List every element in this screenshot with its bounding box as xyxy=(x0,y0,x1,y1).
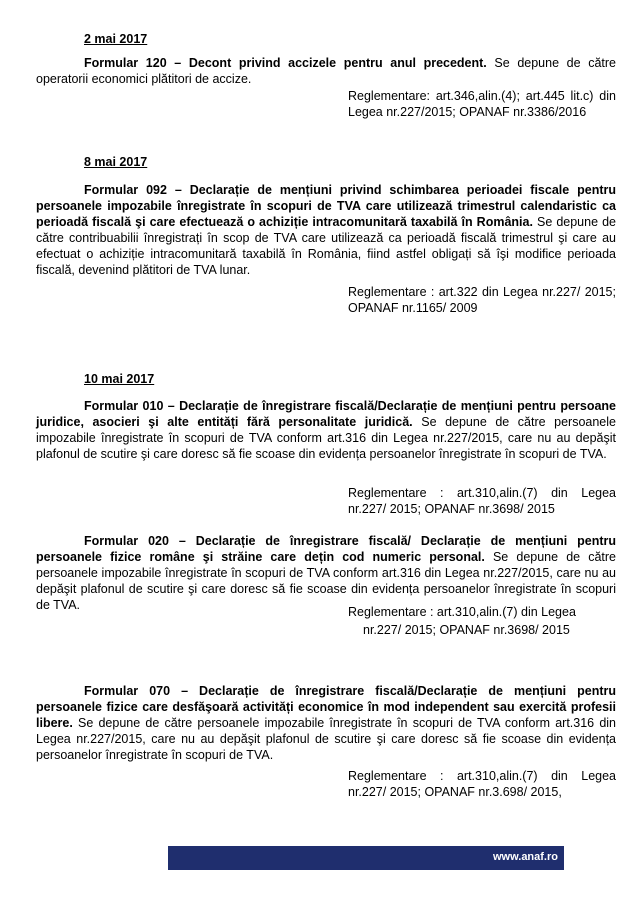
footer-bar xyxy=(168,846,564,870)
section-date: 2 mai 2017 xyxy=(84,32,148,46)
form-description: Se depune de către persoanele impozabile înregistrate în scopuri de TVA conform art.316 din Legea nr.227/2015, care nu au depăşit plafonul de scutire şi care doresc să fie scoase din evidența persoanelor înregistrate în scopuri de TVA. xyxy=(36,550,617,612)
form-description: Se depune de către contribuabilii înregistrați în scop de TVA care utilizează ca perioadă fiscală trimestrul şi care au efectuat o achiziție intracomunitară taxabilă în România, fiind astfel obligați să îşi modifice perioada fiscală, devenind plătitori de TVA lunar. xyxy=(36,215,616,277)
regulation-reference: Reglementare : art.310,alin.(7) din Legea nr.227/ 2015; OPANAF nr.3698/ 2015 xyxy=(348,486,616,516)
form-title: Formular 020 – Declarație de înregistrare fiscală/ Declarație de mențiuni pentru persoanele fizice române şi străine care dețin cod numeric personal. xyxy=(36,534,616,564)
form-title: Formular 092 – Declarație de mențiuni privind schimbarea perioadei fiscale pentru persoanele impozabile înregistrate în scopuri de TVA care utilizează trimestrul calendaristic ca perioadă fiscală şi care efectuează o achiziție intracomunitară taxabilă în România. xyxy=(36,183,616,229)
form-paragraph xyxy=(36,683,616,763)
form-paragraph xyxy=(36,55,616,87)
form-title: Formular 010 – Declarație de înregistrare fiscală/Declarație de mențiuni pentru persoane juridice, asocieri şi alte entități fără personalitate juridică. xyxy=(36,399,616,429)
section-date: 8 mai 2017 xyxy=(84,155,148,169)
form-paragraph xyxy=(36,533,616,613)
form-description: Se depune de către operatorii economici plătitori de accize. xyxy=(36,56,616,86)
regulation-reference: Reglementare : art.310,alin.(7) din Legea nr.227/ 2015; OPANAF nr.3.698/ 2015, xyxy=(348,769,616,799)
form-title: Formular 070 – Declarație de înregistrare fiscală/Declarație de mențiuni pentru persoanele fizice care desfăşoară activități economice în mod independent sau exercită profesii libere. xyxy=(36,684,616,730)
regulation-reference: Reglementare : art.322 din Legea nr.227/ 2015; OPANAF nr.1165/ 2009 xyxy=(348,285,616,315)
form-paragraph xyxy=(36,398,616,462)
section-date: 10 mai 2017 xyxy=(84,372,155,386)
form-title: Formular 120 – Decont privind accizele pentru anul precedent. xyxy=(84,56,487,70)
regulation-reference-line-1: Reglementare : art.310,alin.(7) din Legea xyxy=(348,605,576,619)
form-description: Se depune de către persoanele impozabile înregistrate în scopuri de TVA conform art.316 din Legea nr.227/2015, care nu au depăşit plafonul de scutire şi care doresc să fie scoase din evidența persoanelor înregistrate în scopuri de TVA. xyxy=(36,716,616,762)
regulation-reference: Reglementare: art.346,alin.(4); art.445 lit.c) din Legea nr.227/2015; OPANAF nr.3386/2016 xyxy=(348,89,616,119)
footer-website-link[interactable]: www.anaf.ro xyxy=(493,851,558,863)
form-description: Se depune de către persoanele impozabile înregistrate în scopuri de TVA conform art.316 din Legea nr.227/2015, care nu au depăşit plafonul de scutire şi care doresc să fie scoase din evidența persoanelor înregistrate în scopuri de TVA. xyxy=(36,415,616,461)
regulation-reference-line-2: nr.227/ 2015; OPANAF nr.3698/ 2015 xyxy=(363,623,570,637)
form-paragraph xyxy=(36,182,616,278)
